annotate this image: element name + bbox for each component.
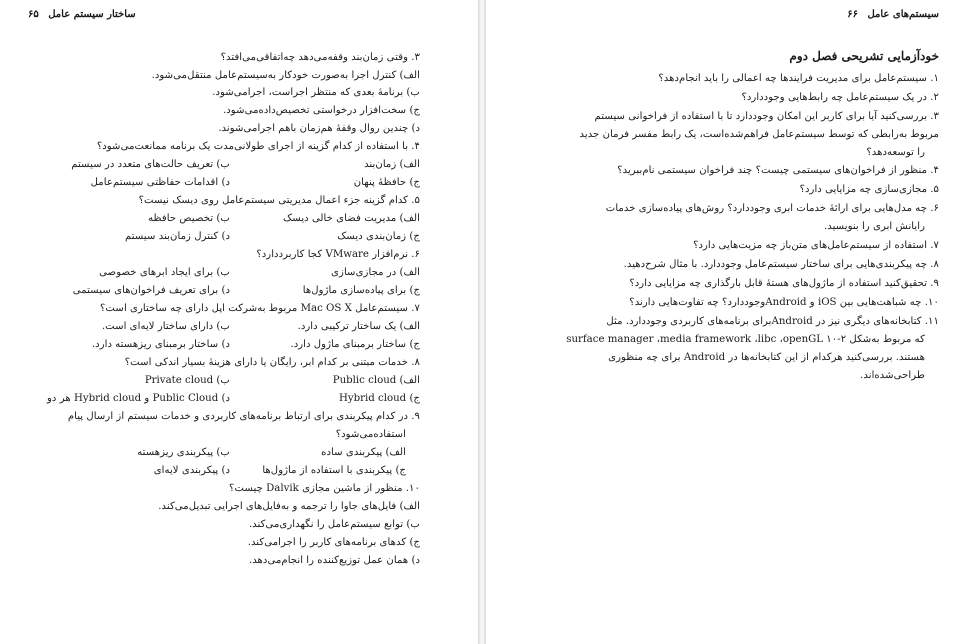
question-6: ۶. نرم‌افزار VMware کجا کاربرددارد؟ — [256, 249, 420, 260]
option-line: د) Public Cloud و Hybrid cloud هر دو — [47, 393, 230, 404]
question-5: ۵. کدام گزینه جزء اعمال مدیریتی سیستم‌عامل روی دیسک نیست؟ — [138, 195, 420, 206]
option-line: ج) برای پیاده‌سازی ماژول‌ها — [302, 285, 420, 296]
option-line: الف) مدیریت فضای خالی دیسک — [283, 213, 420, 224]
option-line: الف) کنترل اجرا به‌صورت خودکار به‌سیستم‌عامل منتقل‌می‌شود. — [151, 70, 420, 81]
question-6: ۶. چه مدل‌هایی برای ارائهٔ خدمات ابری وجوددارد؟ روش‌های پیاده‌سازی خدمات — [605, 203, 939, 214]
question-9-continued: استفاده‌می‌شود؟ — [335, 429, 406, 440]
option-line: الف) فایل‌های جاوا را ترجمه و به‌فایل‌های اجرایی تبدیل‌می‌کند. — [158, 501, 420, 512]
option-line: ب) برای ایجاد ابرهای خصوصی — [99, 267, 230, 278]
question-11-continued: surface manager ،media framework ،libc ،openGL که مربوط به‌شکل ۲-۱۰ — [566, 334, 925, 345]
question-3: ۳. بررسی‌کنید آیا برای کاربر این امکان وجوددارد تا با استفاده از فراخوانی سیستم — [594, 111, 939, 122]
question-3-continued: مربوط به‌رابطی که توسط سیستم‌عامل فراهم‌شده‌است، یک رابط مفسر فرمان جدید — [579, 129, 939, 140]
option-line: ب) تخصیص حافظه — [148, 213, 230, 224]
option-line: ب) Private cloud — [144, 375, 230, 386]
right-page — [486, 0, 959, 644]
question-10: ۱۰. چه شباهت‌هایی بین iOS و Androidوجوددارد؟ چه تفاوت‌هایی دارند؟ — [629, 297, 939, 308]
book-gutter — [478, 0, 486, 644]
right-page-header — [841, 9, 939, 20]
question-11-continued: هستند. بررسی‌کنید هرکدام از این کتابخانه‌ها در Android برای چه منظوری — [608, 352, 925, 363]
question-5: ۵. مجازی‌سازی چه مزایایی دارد؟ — [799, 184, 939, 195]
question-9: ۹. در کدام پیکربندی برای ارتباط برنامه‌های کاربردی و خدمات سیستم از ارسال پیام — [67, 411, 420, 422]
left-page-header — [22, 9, 136, 20]
option-line: د) کنترل زمان‌بند سیستم — [124, 231, 230, 242]
option-line: د) اقدامات حفاظتی سیستم‌عامل — [90, 177, 230, 188]
option-line: د) پیکربندی لایه‌ای — [153, 465, 230, 476]
question-8: ۸. چه پیکربندی‌هایی برای ساختار سیستم‌عامل وجوددارد. با مثال شرح‌دهید. — [623, 259, 939, 270]
question-6-continued: رایانش ابری را بنویسید. — [824, 221, 925, 232]
question-8: ۸. خدمات مبتنی بر کدام ابر، رایگان یا دارای هزینهٔ بسیار اندکی است؟ — [124, 357, 420, 368]
question-7: ۷. استفاده از سیستم‌عامل‌های متن‌باز چه مزیت‌هایی دارد؟ — [693, 240, 939, 251]
option-line: الف) در مجازی‌سازی — [331, 267, 420, 278]
option-line: د) چندین روال وقفهٔ هم‌زمان باهم اجرامی‌شوند. — [218, 123, 420, 134]
option-line: الف) Public cloud — [332, 375, 420, 386]
question-7: ۷. سیستم‌عامل Mac OS X مربوط به‌شرکت اپل دارای چه ساختاری است؟ — [100, 303, 420, 314]
option-line: ب) تعریف حالت‌های متعدد در سیستم — [71, 159, 230, 170]
option-line: الف) زمان‌بند — [364, 159, 420, 170]
option-line: ج) حافظهٔ پنهان — [353, 177, 420, 188]
option-line: ج) زمان‌بندی دیسک — [337, 231, 420, 242]
option-line: د) ساختار برمبنای ریزهسته دارد. — [91, 339, 230, 350]
option-line: ب) پیکربندی ریزهسته — [137, 447, 230, 458]
question-10: ۱۰. منظور از ماشین مجازی Dalvik چیست؟ — [229, 483, 420, 494]
question-9: ۹. تحقیق‌کنید استفاده از ماژول‌های هستهٔ قابل بارگذاری چه مزایایی دارد؟ — [629, 278, 939, 289]
option-line: ج) سخت‌افزار درخواستی تخصیص‌داده‌می‌شود. — [223, 105, 420, 116]
question-1: ۱. سیستم‌عامل برای مدیریت فرایندها چه اعمالی را باید انجام‌دهد؟ — [658, 73, 939, 84]
question-11-continued: طراحی‌شده‌اند. — [860, 370, 925, 381]
question-4: ۴. با استفاده از کدام گزینه از اجرای طولانی‌مدت یک برنامه ممانعت‌می‌شود؟ — [96, 141, 420, 152]
section-title: خودآزمایی تشریحی فصل دوم — [789, 49, 939, 63]
option-line: الف) یک ساختار ترکیبی دارد. — [297, 321, 420, 332]
option-line: ج) کدهای برنامه‌های کاربر را اجرامی‌کند. — [247, 537, 420, 548]
option-line: ج) ساختار برمبنای ماژول دارد. — [290, 339, 420, 350]
question-11: ۱۱. کتابخانه‌های دیگری نیز در Androidبرای برنامه‌های کاربردی وجوددارد. مثل — [606, 316, 939, 327]
question-2: ۲. در یک سیستم‌عامل چه رابط‌هایی وجوددارد؟ — [741, 92, 939, 103]
question-3: ۳. وقتی زمان‌بند وقفه‌می‌دهد چه‌اتفاقی‌می‌افتد؟ — [220, 52, 420, 63]
option-line: ب) برنامهٔ بعدی که منتظر اجراست، اجرامی‌شود. — [212, 87, 420, 98]
option-line: ب) توابع سیستم‌عامل را نگهداری‌می‌کند. — [248, 519, 420, 530]
option-line: ب) دارای ساختار لایه‌ای است. — [101, 321, 230, 332]
question-3-continued: را توسعه‌دهد؟ — [866, 147, 925, 158]
option-line: ج) پیکربندی با استفاده از ماژول‌ها — [262, 465, 406, 476]
right-page-number: ۶۶ — [847, 9, 858, 20]
left-page-title: ساختار سیستم عامل — [48, 9, 136, 20]
left-page-number: ۶۵ — [28, 9, 39, 20]
question-4: ۴. منظور از فراخوان‌های سیستمی چیست؟ چند فراخوان سیستمی نام‌ببرید؟ — [617, 165, 939, 176]
option-line: الف) پیکربندی ساده — [321, 447, 406, 458]
option-line: د) همان عمل توزیع‌کننده را انجام‌می‌دهد. — [248, 555, 420, 566]
option-line: ج) Hybrid cloud — [338, 393, 420, 404]
option-line: د) برای تعریف فراخوان‌های سیستمی — [72, 285, 230, 296]
right-page-title: سیستم‌های عامل — [867, 9, 939, 20]
left-page — [0, 0, 478, 644]
